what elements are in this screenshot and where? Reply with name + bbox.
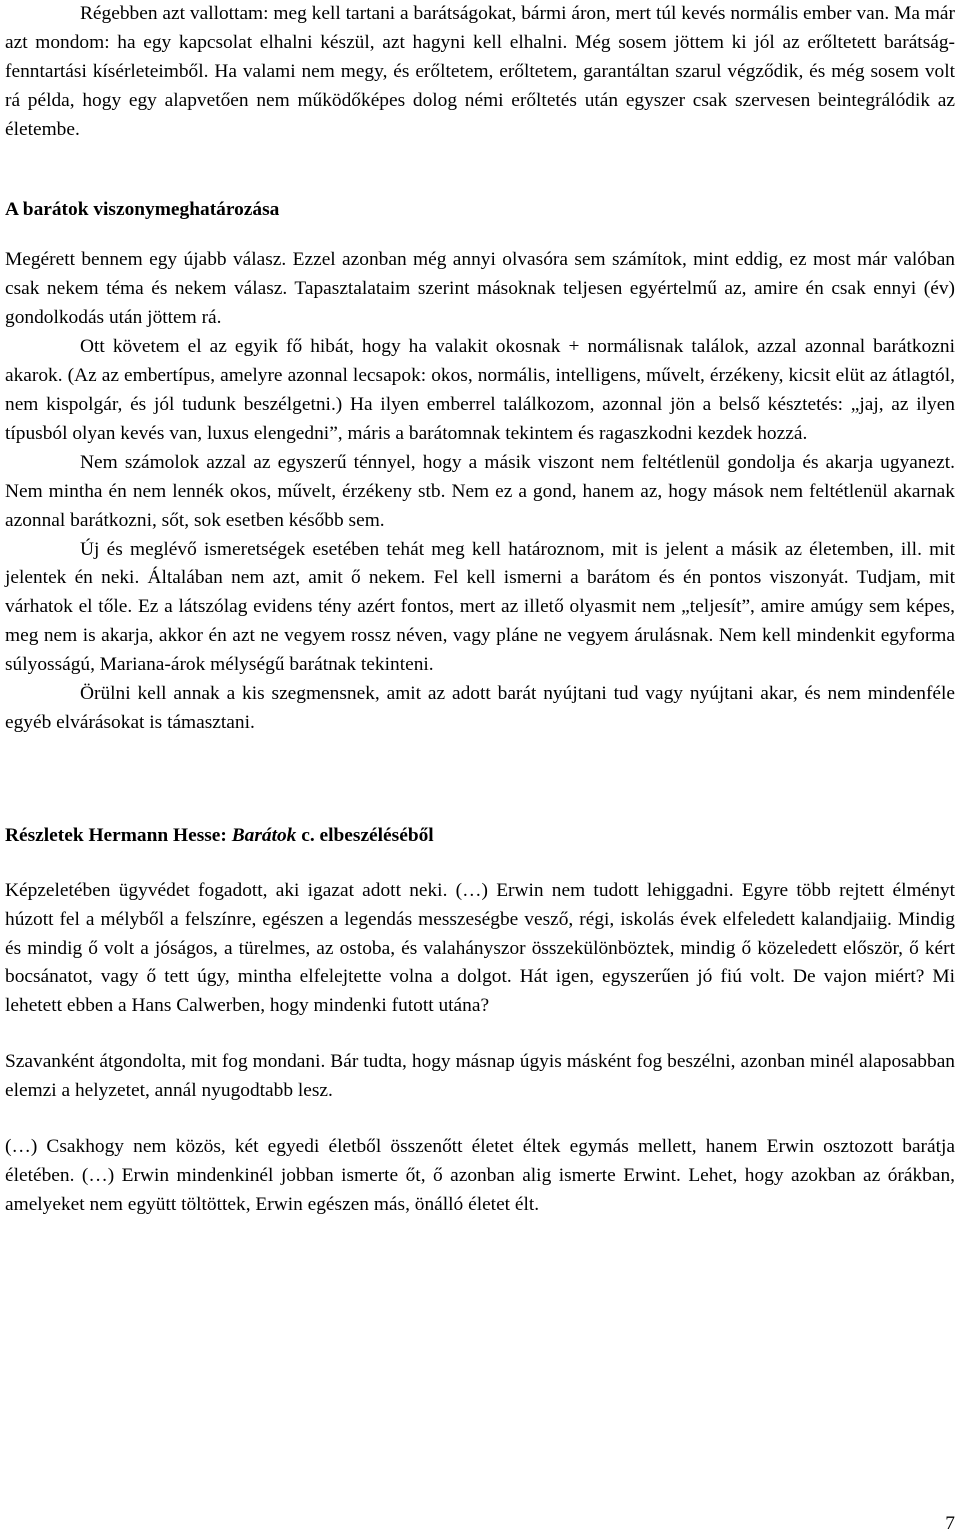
excerpt-paragraph: Képzeletében ügyvédet fogadott, aki igazat adott neki. (…) Erwin nem tudott lehiggadni. Egyre több rejtett élményt húzott fel a mélyből a felszínre, egészen a legendás messzeségbe vesző, régi, iskolás évek elfeledett kalandjaiig. Mindig és mindig ő volt a jóságos, a türelmes, az ostoba, és valahányszor összekülönböztek, mindig ő közeledett először, ő kért bocsánatot, vagy ő tett úgy, mintha elfelejtette volna a dolgot. Hát igen, egyszerűen jó fiú volt. De vajon miért? Mi lehetett ebben a Hans Calwerben, hogy mindenki futott utána? <box>5 879 955 1017</box>
heading-text-prefix: Részletek Hermann Hesse: <box>5 824 232 846</box>
excerpt-paragraph: (…) Csakhogy nem közös, két egyedi életből összenőtt életet éltek egymás mellett, hanem Erwin osztozott barátja életében. (…) Erwin mindenkinél jobban ismerte őt, ő azonban alig ismerte Erwint. Lehet, hogy azokban az órákban, amelyeket nem együtt töltöttek, Erwin egészen más, önálló életet élt. <box>5 1136 955 1215</box>
page-number: 7 <box>945 1513 955 1534</box>
document-page <box>5 0 955 1220</box>
body-paragraph: Ott követem el az egyik fő hibát, hogy ha valakit okosnak + normálisnak találok, azzal azonnal barátkozni akarok. (Az az embertípus, amelyre azonnal lecsapok: okos, normális, intelligens, művelt, érzékeny, kicsit elüt az átlagtól, nem kispolgár, és jól tudunk beszélgetni.) Ha ilyen emberrel találkozom, azonnal jön a belső késztetés: „jaj, az ilyen típusból olyan kevés van, luxus elengedni”, máris a barátomnak tekintem és ragaszkodni kezdek hozzá. <box>5 336 955 444</box>
heading-book-title: Barátok <box>231 824 297 846</box>
body-paragraph: Megérett bennem egy újabb válasz. Ezzel azonban még annyi olvasóra sem számítok, mint eddig, ez most már valóban csak nekem téma és nekem válasz. Tapasztalataim szerint másoknak teljesen egyértelmű az, amire én csak ennyi (év) gondolkodás után jöttem rá. <box>5 249 955 329</box>
intro-paragraph: Régebben azt vallottam: meg kell tartani a barátságokat, bármi áron, mert túl kevés normális ember van. Ma már azt mondom: ha egy kapcsolat elhalni készül, azt hagyni kell elhalni. Még sosem jöttem ki jól az erőltetett barátság-fenntartási kísérleteimből. Ha valami nem megy, és erőltetem, erőltetem, garantáltan szarul végződik, és még sosem volt rá példa, hogy egy alapvetően nem működőképes dolog némi erőltetés után egyszer csak szervesen beintegrálódik az életembe. <box>5 3 955 140</box>
body-paragraph: Nem számolok azzal az egyszerű ténnyel, hogy a másik viszont nem feltétlenül gondolja és akarja ugyanezt. Nem mintha én nem lennék okos, művelt, érzékeny stb. Nem ez a gond, hanem az, hogy mások nem feltétlenül akarnak azonnal barátkozni, sőt, sok esetben később sem. <box>5 451 955 531</box>
section-heading-friend-relations: A barátok viszonymeghatározása <box>5 198 280 220</box>
section-heading-hesse-excerpts <box>5 822 955 851</box>
heading-text-suffix: c. elbeszéléséből <box>296 824 434 846</box>
excerpt-paragraph: Szavanként átgondolta, mit fog mondani. Bár tudta, hogy másnap úgyis másként fog beszélni, azonban minél alaposabban elemzi a helyzetet, annál nyugodtabb lesz. <box>5 1051 955 1102</box>
body-paragraph: Örülni kell annak a kis szegmensnek, amit az adott barát nyújtani tud vagy nyújtani akar, és nem mindenféle egyéb elvárásokat is támasztani. <box>5 683 955 733</box>
body-paragraph: Új és meglévő ismeretségek esetében tehát meg kell határoznom, mit is jelent a másik az életemben, ill. mit jelentek én neki. Általában nem azt, amit ő nekem. Fel kell ismerni a barátom és én pontos viszonyát. Tudjam, mit várhatok el tőle. Ez a látszólag evidens tény azért fontos, mert az illető olyasmit nem „teljesít”, amire amúgy sem képes, meg nem is akarja, akkor én azt ne vegyem rossz néven, vagy pláne ne vegyem árulásnak. Nem kell mindenkit egyforma súlyosságú, Mariana-árok mélységű barátnak tekinteni. <box>5 538 955 676</box>
